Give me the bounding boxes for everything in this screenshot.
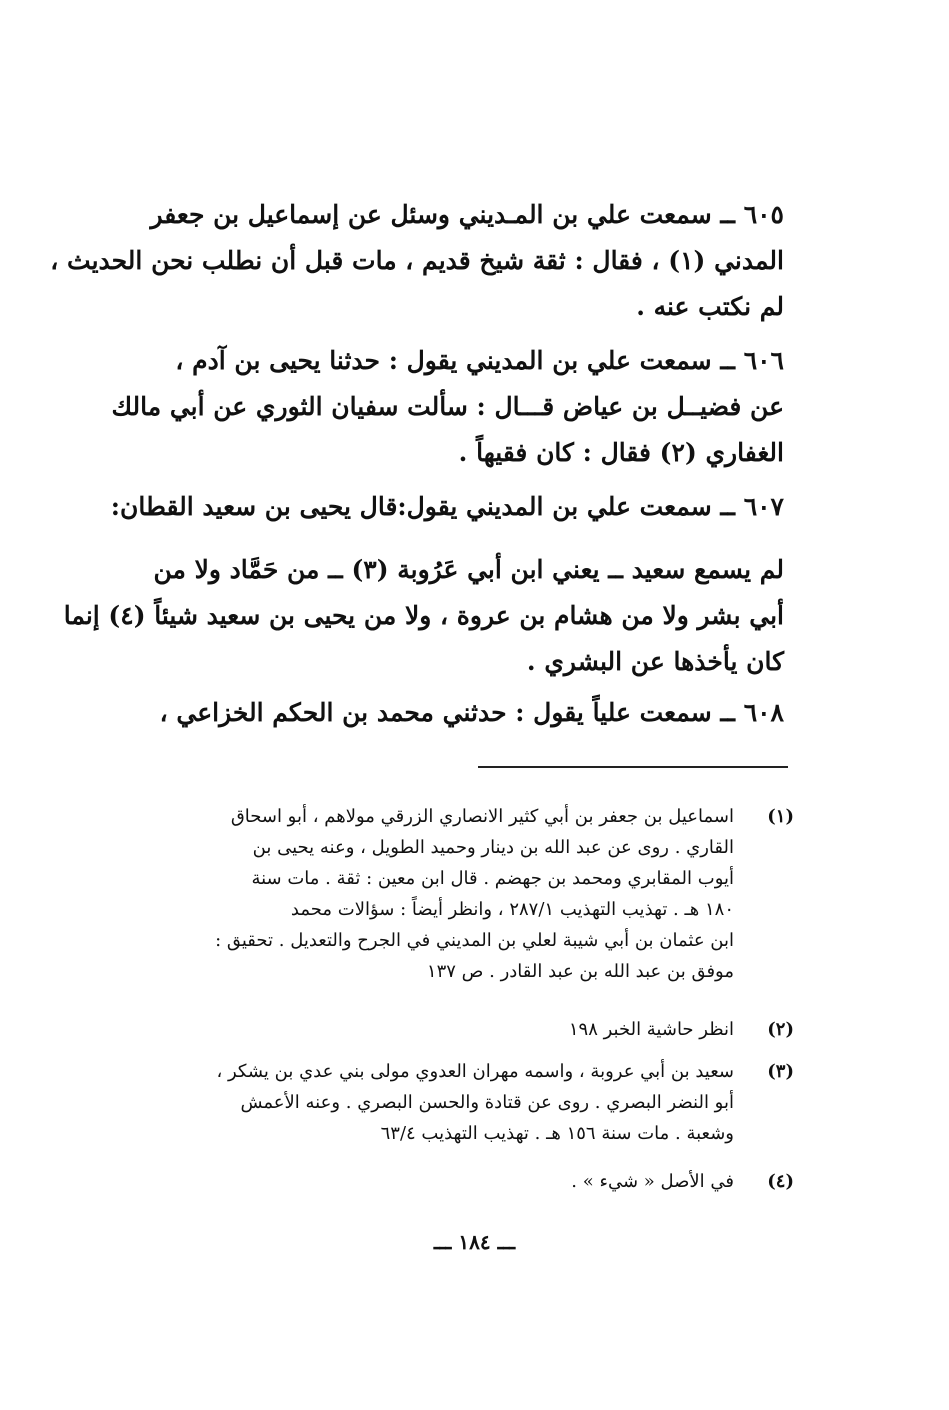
text-line: ٦٠٥ ــ سمعت علي بن المـديني وسئل عن إسماعيل بن جعفر [150,200,784,229]
footnote-line: سعيد بن أبي عروبة ، واسمه مهران العدوي مولى بني عدي بن يشكر ، [216,1061,734,1082]
footnote-3 [154,1056,794,1149]
page-number: ـــ ١٨٤ ـــ [433,1230,516,1254]
text-line: ٦٠٦ ــ سمعت علي بن المديني يقول : حدثنا يحيى بن آدم ، [175,346,784,375]
footnote-line: ١٨٠ هـ . تهذيب التهذيب ٢٨٧/١ ، وانظر أيضاً : سؤالات محمد [290,899,734,920]
footnote-number: (٢) [767,1019,794,1040]
footnote-line: أبو النضر البصري . روى عن قتادة والحسن البصري . وعنه الأعمش [240,1092,734,1113]
text-line: الغفاري (٢) فقال : كان فقيهاً . [458,438,784,467]
paragraph-605 [50,192,784,330]
text-line: عن فضيــل بن عياض قـــال : سألت سفيان الثوري عن أبي مالك [111,392,784,421]
footnote-line: اسماعيل بن جعفر بن أبي كثير الانصاري الزرقي مولاهم ، أبو اسحاق [230,806,734,827]
footnote-4 [154,1166,794,1197]
footnote-line: ابن عثمان بن أبي شيبة لعلي بن المديني في الجرح والتعديل . تحقيق : [215,930,734,951]
footnote-line: القاري . روى عن عبد الله بن دينار وحميد الطويل ، وعنه يحيى بن [252,837,734,858]
footnote-line: في الأصل « شيء » . [571,1171,734,1192]
paragraph-607 [110,484,784,530]
footnote-line: أيوب المقابري ومحمد بن جهضم . قال ابن معين : ثقة . مات سنة [251,868,734,889]
footnote-divider [478,766,788,768]
footnote-2 [154,1014,794,1045]
footnote-line: وشعبة . مات سنة ١٥٦ هـ . تهذيب التهذيب ٦٣/٤ [380,1123,734,1144]
text-line: لم يسمع سعيد ــ يعني ابن أبي عَرُوبة (٣) ــ من حَمَّاد ولا من [153,555,784,584]
footnote-line: انظر حاشية الخبر ١٩٨ [568,1019,734,1040]
text-line: ٦٠٧ ــ سمعت علي بن المديني يقول:قال يحيى بن سعيد القطان: [110,492,784,521]
paragraph-606 [111,338,784,476]
footnote-number: (١) [767,806,794,827]
footnote-1 [154,801,794,987]
text-line: ٦٠٨ ــ سمعت علياً يقول : حدثني محمد بن الحكم الخزاعي ، [159,698,784,727]
text-line: لم نكتب عنه . [636,292,784,321]
footnote-line: موفق بن عبد الله بن عبد القادر . ص ١٣٧ [426,961,734,982]
paragraph-607-continuation [63,547,784,685]
footnote-number: (٣) [767,1061,794,1082]
paragraph-608 [134,690,784,736]
text-line: المدني (١) ، فقال : ثقة شيخ قديم ، مات قبل أن نطلب نحن الحديث ، [50,246,784,275]
footnote-number: (٤) [767,1171,794,1192]
text-line: أبي بشر ولا من هشام بن عروة ، ولا من يحيى بن سعيد شيئاً (٤) إنما [63,601,784,630]
text-line: كان يأخذها عن البشري . [526,647,784,676]
